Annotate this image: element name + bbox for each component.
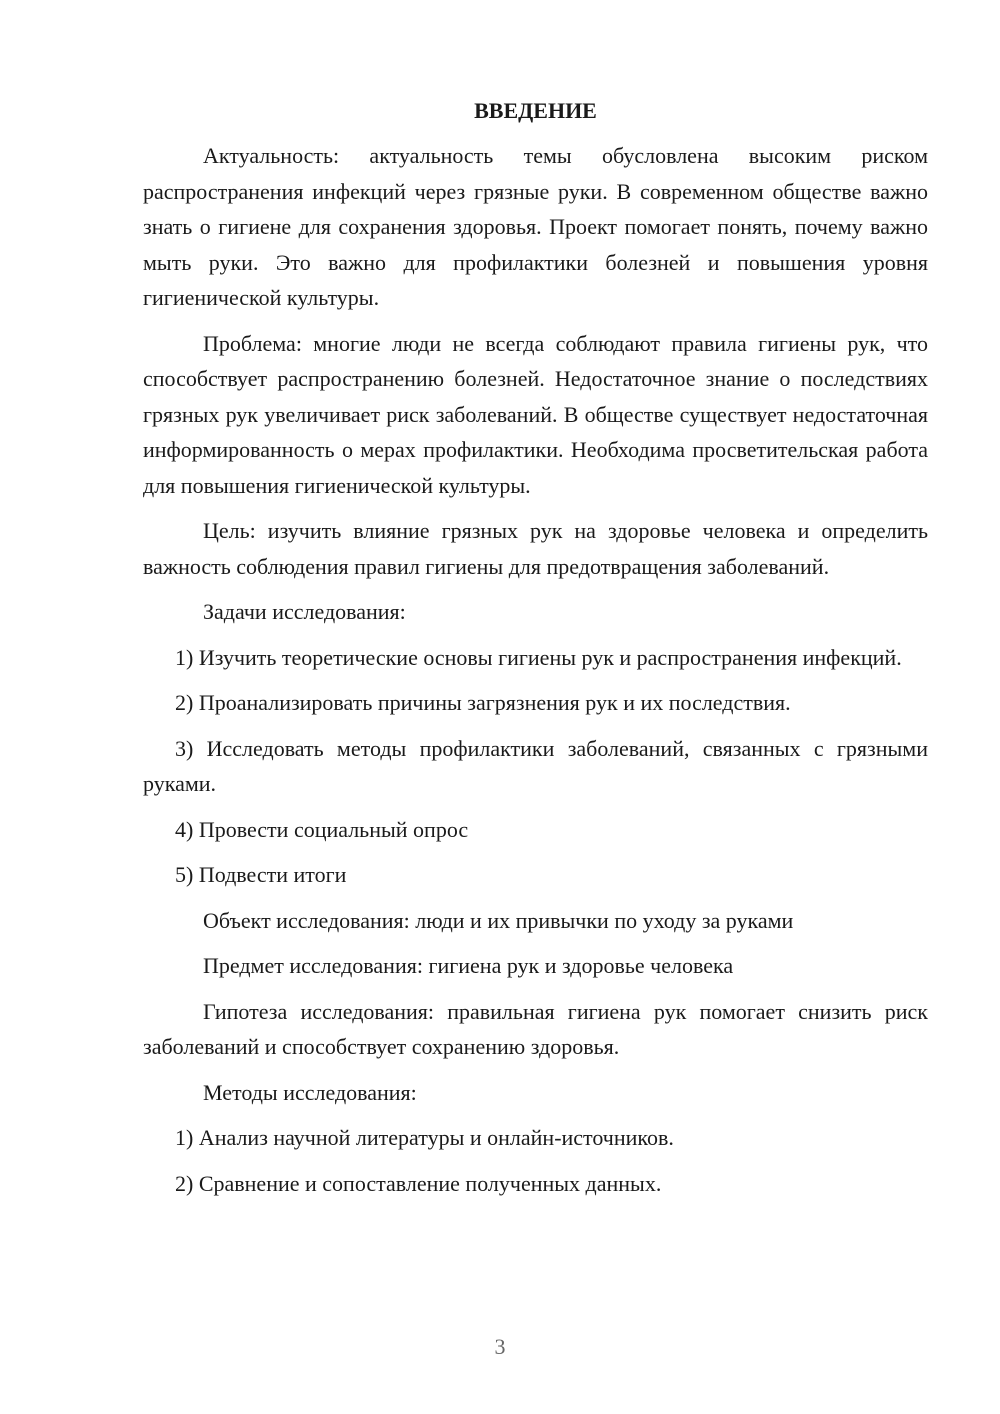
goal-paragraph: Цель: изучить влияние грязных рук на здоровье человека и определить важность соблюдения правил гигиены для предотвращения заболеваний. [143,518,928,579]
problem-paragraph: Проблема: многие люди не всегда соблюдают правила гигиены рук, что способствует распространению болезней. Недостаточное знание о последствиях грязных рук увеличивает риск заболеваний. В обществе существует недостаточная информированность о мерах профилактики. Необходима просветительская работа для повышения гигиенической культуры. [143,330,928,498]
task-item-3: 3) Исследовать методы профилактики заболеваний, связанных с грязными руками. [143,735,928,796]
tasks-heading: Задачи исследования: [203,599,406,624]
task-item-5: 5) Подвести итоги [175,862,347,887]
task-item-4: 4) Провести социальный опрос [175,816,469,842]
relevance-paragraph: Актуальность: актуальность темы обусловлена высоким риском распространения инфекций через грязные руки. В современном обществе важно знать о гигиене для сохранения здоровья. Проект помогает понять, почему важно мыть руки. Это важно для профилактики болезней и повышения уровня гигиенической культуры. [143,143,928,310]
hypothesis-paragraph: Гипотеза исследования: правильная гигиена рук помогает снизить риск заболеваний и способствует сохранению здоровья. [143,998,928,1059]
page-content [143,96,928,1201]
task-item-1: 1) Изучить теоретические основы гигиены рук и распространения инфекций. [175,644,902,670]
method-item-2: 2) Сравнение и сопоставление полученных данных. [175,1170,662,1196]
section-heading: ВВЕДЕНИЕ [474,98,597,123]
page-number: 3 [494,1334,506,1359]
method-item-1: 1) Анализ научной литературы и онлайн-источников. [175,1125,674,1150]
subject-paragraph: Предмет исследования: гигиена рук и здоровье человека [203,953,734,978]
task-item-2: 2) Проанализировать причины загрязнения рук и их последствия. [175,690,791,715]
object-paragraph: Объект исследования: люди и их привычки по уходу за руками [203,907,794,933]
methods-heading: Методы исследования: [203,1079,417,1105]
